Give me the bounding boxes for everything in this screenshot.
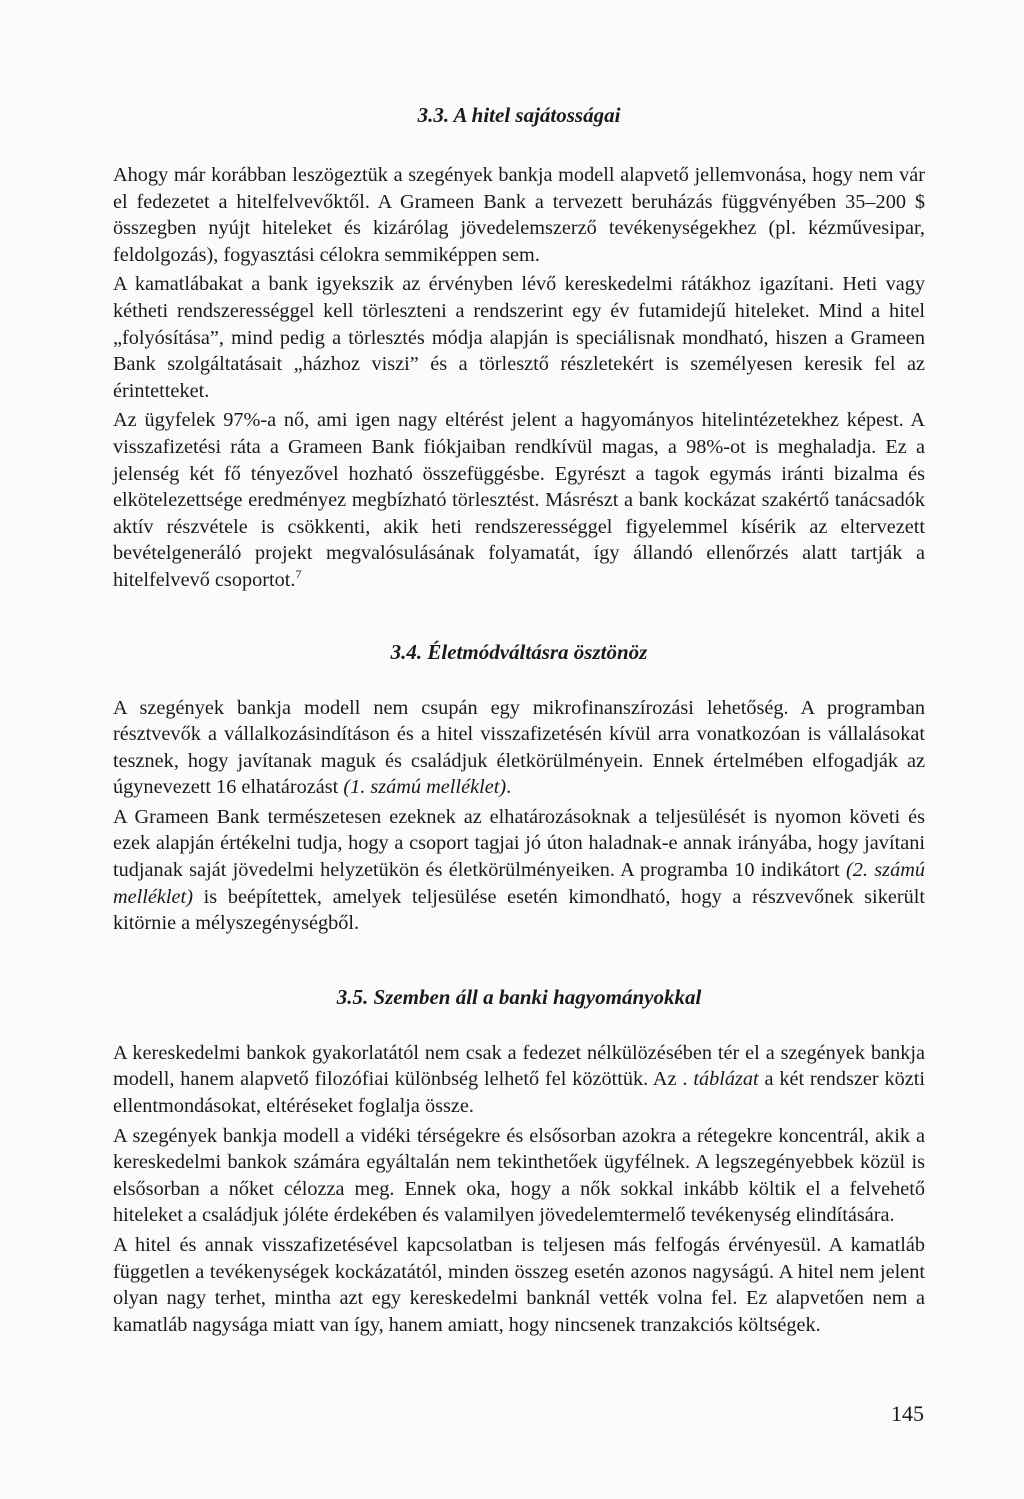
paragraph: A szegények bankja modell a vidéki térségekre és elsősorban azokra a rétegekre koncentrál, akik a kereskedelmi bankok számára egyáltalán nem tekinthetőek ügyfélnek. A legszegényebbek közül is elsősorban a nőket célozza meg. Ennek oka, hogy a nők sokkal inkább költik el a felvehető hiteleket a családjuk jóléte érdekében és valamilyen jövedelemtermelő tevékenység elindítására.: [113, 1124, 925, 1227]
paragraph: A kamatlábakat a bank igyekszik az érvényben lévő kereskedelmi rátákhoz igazítani. Heti vagy kétheti rendszerességgel kell törleszteni a rendszerint egy év futamidejű hiteleket. Mind a hitel „folyósítása”, mind pedig a törlesztés módja alapján is speciálisnak mondható, hiszen a Grameen Bank szolgáltatásait „házhoz viszi” és a törlesztő részletekért is személyesen keresik fel az érintetteket.: [113, 273, 925, 402]
section-number: 3.5.: [336, 984, 369, 1009]
footnote-marker: 7: [295, 566, 302, 581]
section-number: 3.3.: [417, 103, 450, 127]
page-number: 145: [891, 1401, 924, 1426]
paragraph-text: a két rendszer közti ellentmondásokat, eltéréseket foglalja össze.: [113, 1068, 925, 1118]
paragraph-text: A Grameen Bank természetesen ezeknek az elhatározásoknak a teljesülését is nyomon követi és ezek alapján értékelni tudja, hogy a csoport tagjai jó úton haladnak-e annak irányába, hogy javítani tudjanak saját jövedelmi helyzetükön és életkörülményeiken. A programba 10 indikátort: [113, 805, 925, 882]
appendix-reference: (1. számú melléklet): [343, 776, 507, 799]
section-number: 3.4.: [390, 639, 423, 664]
paragraph: Ahogy már korábban leszögeztük a szegények bankja modell alapvető jellemvonása, hogy nem vár el fedezetet a hitelfelvevőktől. A Grameen Bank a tervezett beruházás függvényében 35–200 $ összegben nyújt hiteleket és kizárólag jövedelemszerző tevékenységekhez (pl. kézművesipar, feldolgozás), fogyasztási célokra semmiképpen sem.: [113, 164, 925, 266]
paragraph-text: A kereskedelmi bankok gyakorlatától nem csak a fedezet nélkülözésében tér el a szegények bankja modell, hanem alapvető filozófiai különbség lelhető fel közöttük. Az .: [113, 1041, 925, 1091]
paragraph: [113, 1040, 925, 1120]
paragraph-text: A szegények bankja modell nem csupán egy mikrofinanszírozási lehetőség. A programban résztvevők a vállalkozásindításon és a hitel visszafizetésén kívül arra vonatkozóan is vállalásokat tesznek, hogy javítanak maguk és családjuk életkörülményein. Ennek értelmében elfogadják az úgynevezett 16 elhatározást: [113, 696, 925, 799]
paragraph: [113, 804, 925, 937]
section-title: Életmódváltásra ösztönöz: [427, 639, 648, 664]
section-title: Szemben áll a banki hagyományokkal: [373, 984, 702, 1009]
paragraph-text: .: [506, 776, 512, 799]
paragraph-text: is beépítettek, amelyek teljesülése esetén kimondható, hogy a részvevőnek sikerült kitörnie a mélyszegénységből.: [113, 885, 925, 935]
section-title: A hitel sajátosságai: [453, 103, 621, 127]
table-reference: táblázat: [693, 1068, 759, 1091]
section-heading-3-4: [113, 640, 925, 665]
appendix-reference: (2. számú melléklet): [113, 859, 925, 908]
paragraph: [113, 407, 925, 593]
paragraph: [113, 695, 925, 801]
section-heading-3-3: [113, 103, 925, 128]
page-body: [113, 95, 925, 1338]
paragraph: A hitel és annak visszafizetésével kapcsolatban is teljesen más felfogás érvényesül. A kamatláb független a tevékenységek kockázatától, minden összeg esetén azonos nagyságú. A hitel nem jelent olyan nagy terhet, mintha azt egy kereskedelmi banknál vették volna fel. Ez alapvetően nem a kamatláb nagysága miatt van így, hanem amiatt, hogy nincsenek tranzakciós költségek.: [113, 1234, 925, 1336]
paragraph-text: Az ügyfelek 97%-a nő, ami igen nagy eltérést jelent a hagyományos hitelintézetekhez képest. A visszafizetési ráta a Grameen Bank fiókjaiban rendkívül magas, a 98%-ot is meghaladja. Ez a jelenség két fő tényezővel hozható összefüggésbe. Egyrészt a tagok egymás iránti bizalma és elkötelezettsége eredményez megbízható törlesztést. Másrészt a bank kockázat szakértő tanácsadók aktív részvétele is csökkenti, akik heti rendszerességgel figyelemmel kísérik az eltervezett bevételgeneráló projekt megvalósulásának folyamatát, így állandó ellenőrzés alatt tartják a hitelfelvevő csoportot.: [113, 409, 925, 591]
section-heading-3-5: [113, 985, 925, 1010]
